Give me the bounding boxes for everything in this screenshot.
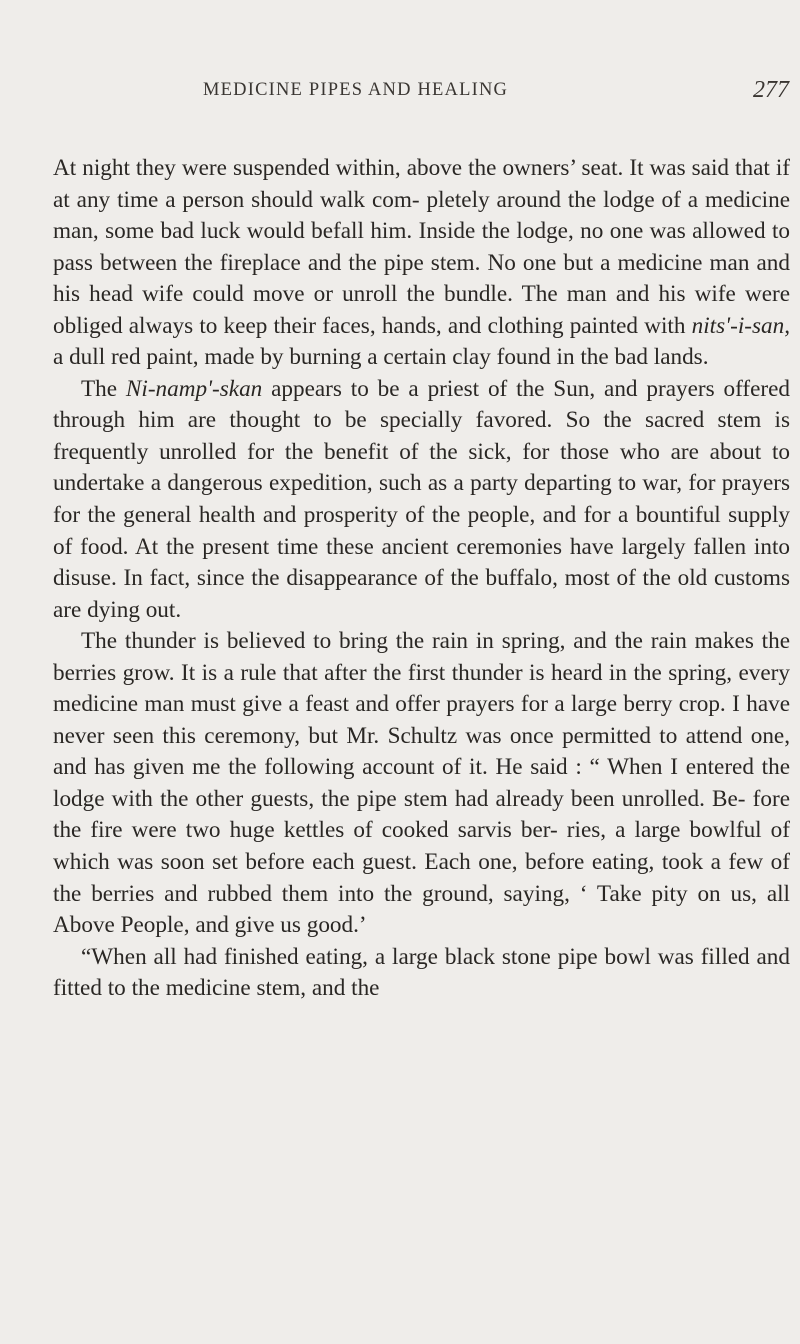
paragraph-1-text-b: a dull red paint, made by burning a certain clay found in the bad lands. (53, 344, 709, 371)
paragraph-1 (53, 153, 790, 374)
paragraph-4: “When all had finished eating, a large black stone pipe bowl was filled and fitted to the medicine stem, and the (53, 943, 790, 1002)
paragraph-1-text-a: At night they were suspended within, above the owners’ seat. It was said that if at any time a person should walk com- pletely around the lodge of a medicine man, some bad luck would befall him. Inside the lodge, no one was allowed to pass between the fireplace and the pipe stem. No one but a medicine man and his head wife could move or unroll the bundle. The man and his wife were obliged always to keep their faces, hands, and clothing painted with (53, 155, 790, 339)
paragraph-2-text-b: appears to be a priest of the Sun, and prayers offered through him are thought to be specially favored. So the sacred stem is frequently unrolled for the benefit of the sick, for those who are about to undertake a dangerous expedition, such as a party departing to war, for prayers for the general health and prosperity of the people, and for a bountiful supply of food. At the present time these ancient ceremonies have largely fallen into disuse. In fact, since the disappearance of the buffalo, most of the old customs are dying out. (53, 375, 790, 623)
body-text (53, 153, 790, 1005)
paragraph-2-text-a: The (81, 375, 126, 402)
term-ni-namp-skan: Ni-namp'-skan (125, 375, 263, 402)
term-nits-i-san: nits'-i-san, (691, 312, 790, 339)
page-number: 277 (753, 77, 789, 103)
running-head (53, 77, 789, 110)
paragraph-2 (53, 374, 790, 626)
paragraph-3: The thunder is believed to bring the rain in spring, and the rain makes the berries grow. It is a rule that after the first thunder is heard in the spring, every medicine man must give a feast and offer prayers for a large berry crop. I have never seen this ceremony, but Mr. Schultz was once permitted to attend one, and has given me the following account of it. He said : “ When I entered the lodge with the other guests, the pipe stem had already been unrolled. Be- fore the fire were two huge kettles of cooked sarvis ber- ries, a large bowlful of which was soon set before each guest. Each one, before eating, took a few of the berries and rubbed them into the ground, saying, ‘ Take pity on us, all Above People, and give us good.’ (53, 628, 790, 939)
running-title: MEDICINE PIPES AND HEALING (203, 80, 509, 100)
